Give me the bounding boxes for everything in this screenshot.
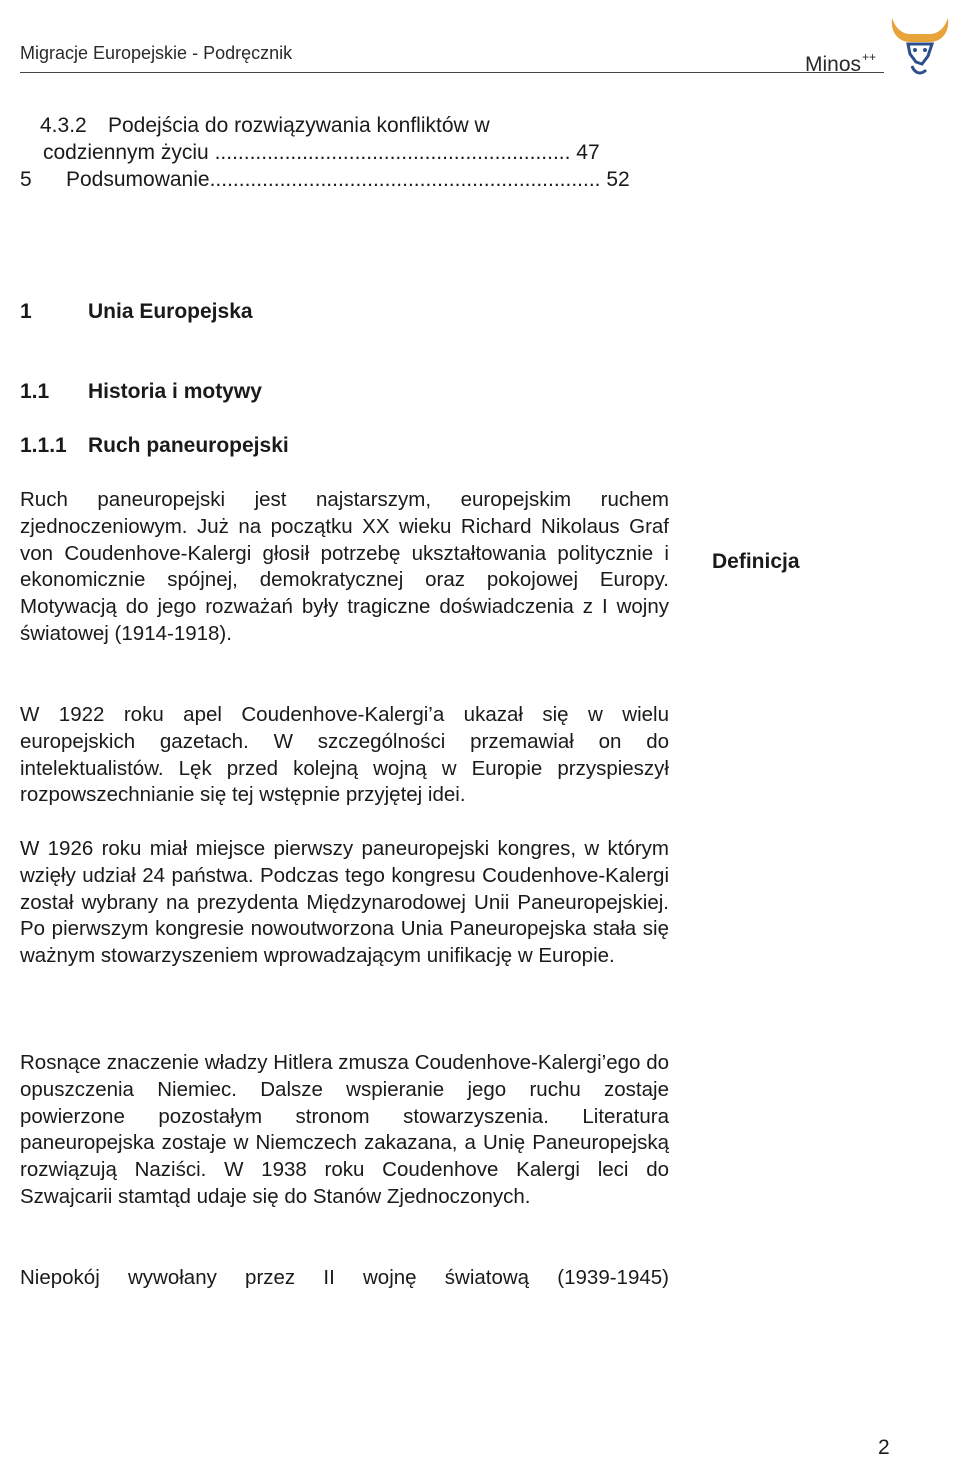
body-paragraph: Ruch paneuropejski jest najstarszym, europejskim ruchem zjednoczeniowym. Już na początku XX wieku Richard Nikolaus Graf von Coudenhove-Kalergi głosił potrzebę ukształtowania politycznie i ekonomicznie spójnej, demokratycznej oraz pokojowej Europy. Motywacją do jego rozważań były tragiczne doświadczenia z I wojny światowej (1914-1918). [20, 488, 669, 645]
heading-level-2 [20, 380, 262, 404]
toc-entry-text: Podsumowanie................................................................... 52 [66, 168, 630, 191]
toc-entry-number: 4.3.2 [40, 114, 87, 137]
heading-text: Historia i motywy [88, 380, 262, 403]
toc-entry-continuation[interactable]: codziennym życiu ............................................................. 47 [43, 141, 600, 164]
heading-number: 1.1 [20, 380, 50, 403]
body-paragraph: W 1926 roku miał miejsce pierwszy paneuropejski kongres, w którym wzięły udział 24 państwa. Podczas tego kongresu Coudenhove-Kalergi został wybrany na prezydenta Międzynarodowej Unii Paneuropejskiej. Po pierwszym kongresie nowoutworzona Unia Paneuropejska stała się ważnym stowarzyszeniem wprowadzającym unifikację w Europie. [20, 837, 669, 968]
header-divider [20, 72, 884, 73]
body-paragraph: Rosnące znaczenie władzy Hitlera zmusza Coudenhove-Kalergi’ego do opuszczenia Niemiec. Dalsze wspieranie jego ruchu zostaje powierzone pozostałym stronom stowarzyszenia. Literatura paneuropejska zostaje w Niemczech zakazana, a Unię Paneuropejską rozwiązują Naziści. W 1938 roku Coudenhove Kalergi leci do Szwajcarii stamtąd udaje się do Stanów Zjednoczonych. [20, 1051, 669, 1208]
heading-number: 1.1.1 [20, 434, 67, 457]
body-paragraph: W 1922 roku apel Coudenhove-Kalergi’a ukazał się w wielu europejskich gazetach. W szczególności przemawiał on do intelektualistów. Lęk przed kolejną wojną w Europie przyspieszył rozpowszechnianie się tej wstępnie przyjętej idei. [20, 703, 669, 807]
page-number: 2 [878, 1436, 890, 1459]
minotaur-logo-icon [886, 6, 954, 78]
document-title: Migracje Europejskie - Podręcznik [20, 43, 293, 63]
body-paragraph: Niepokój wywołany przez II wojnę światową (1939-1945) [20, 1266, 669, 1289]
heading-number: 1 [20, 300, 32, 323]
heading-level-3 [20, 434, 289, 458]
toc-entry[interactable] [20, 166, 630, 193]
toc-entry[interactable] [40, 112, 490, 139]
toc-entry-number: 5 [20, 168, 32, 191]
heading-text: Unia Europejska [88, 300, 253, 323]
brand-superscript: ++ [862, 50, 877, 64]
heading-level-1 [20, 300, 253, 324]
margin-note-definition: Definicja [712, 550, 800, 573]
toc-entry-text: Podejścia do rozwiązywania konfliktów w [108, 114, 490, 137]
brand-name: Minos++ [805, 50, 877, 76]
heading-text: Ruch paneuropejski [88, 434, 289, 457]
